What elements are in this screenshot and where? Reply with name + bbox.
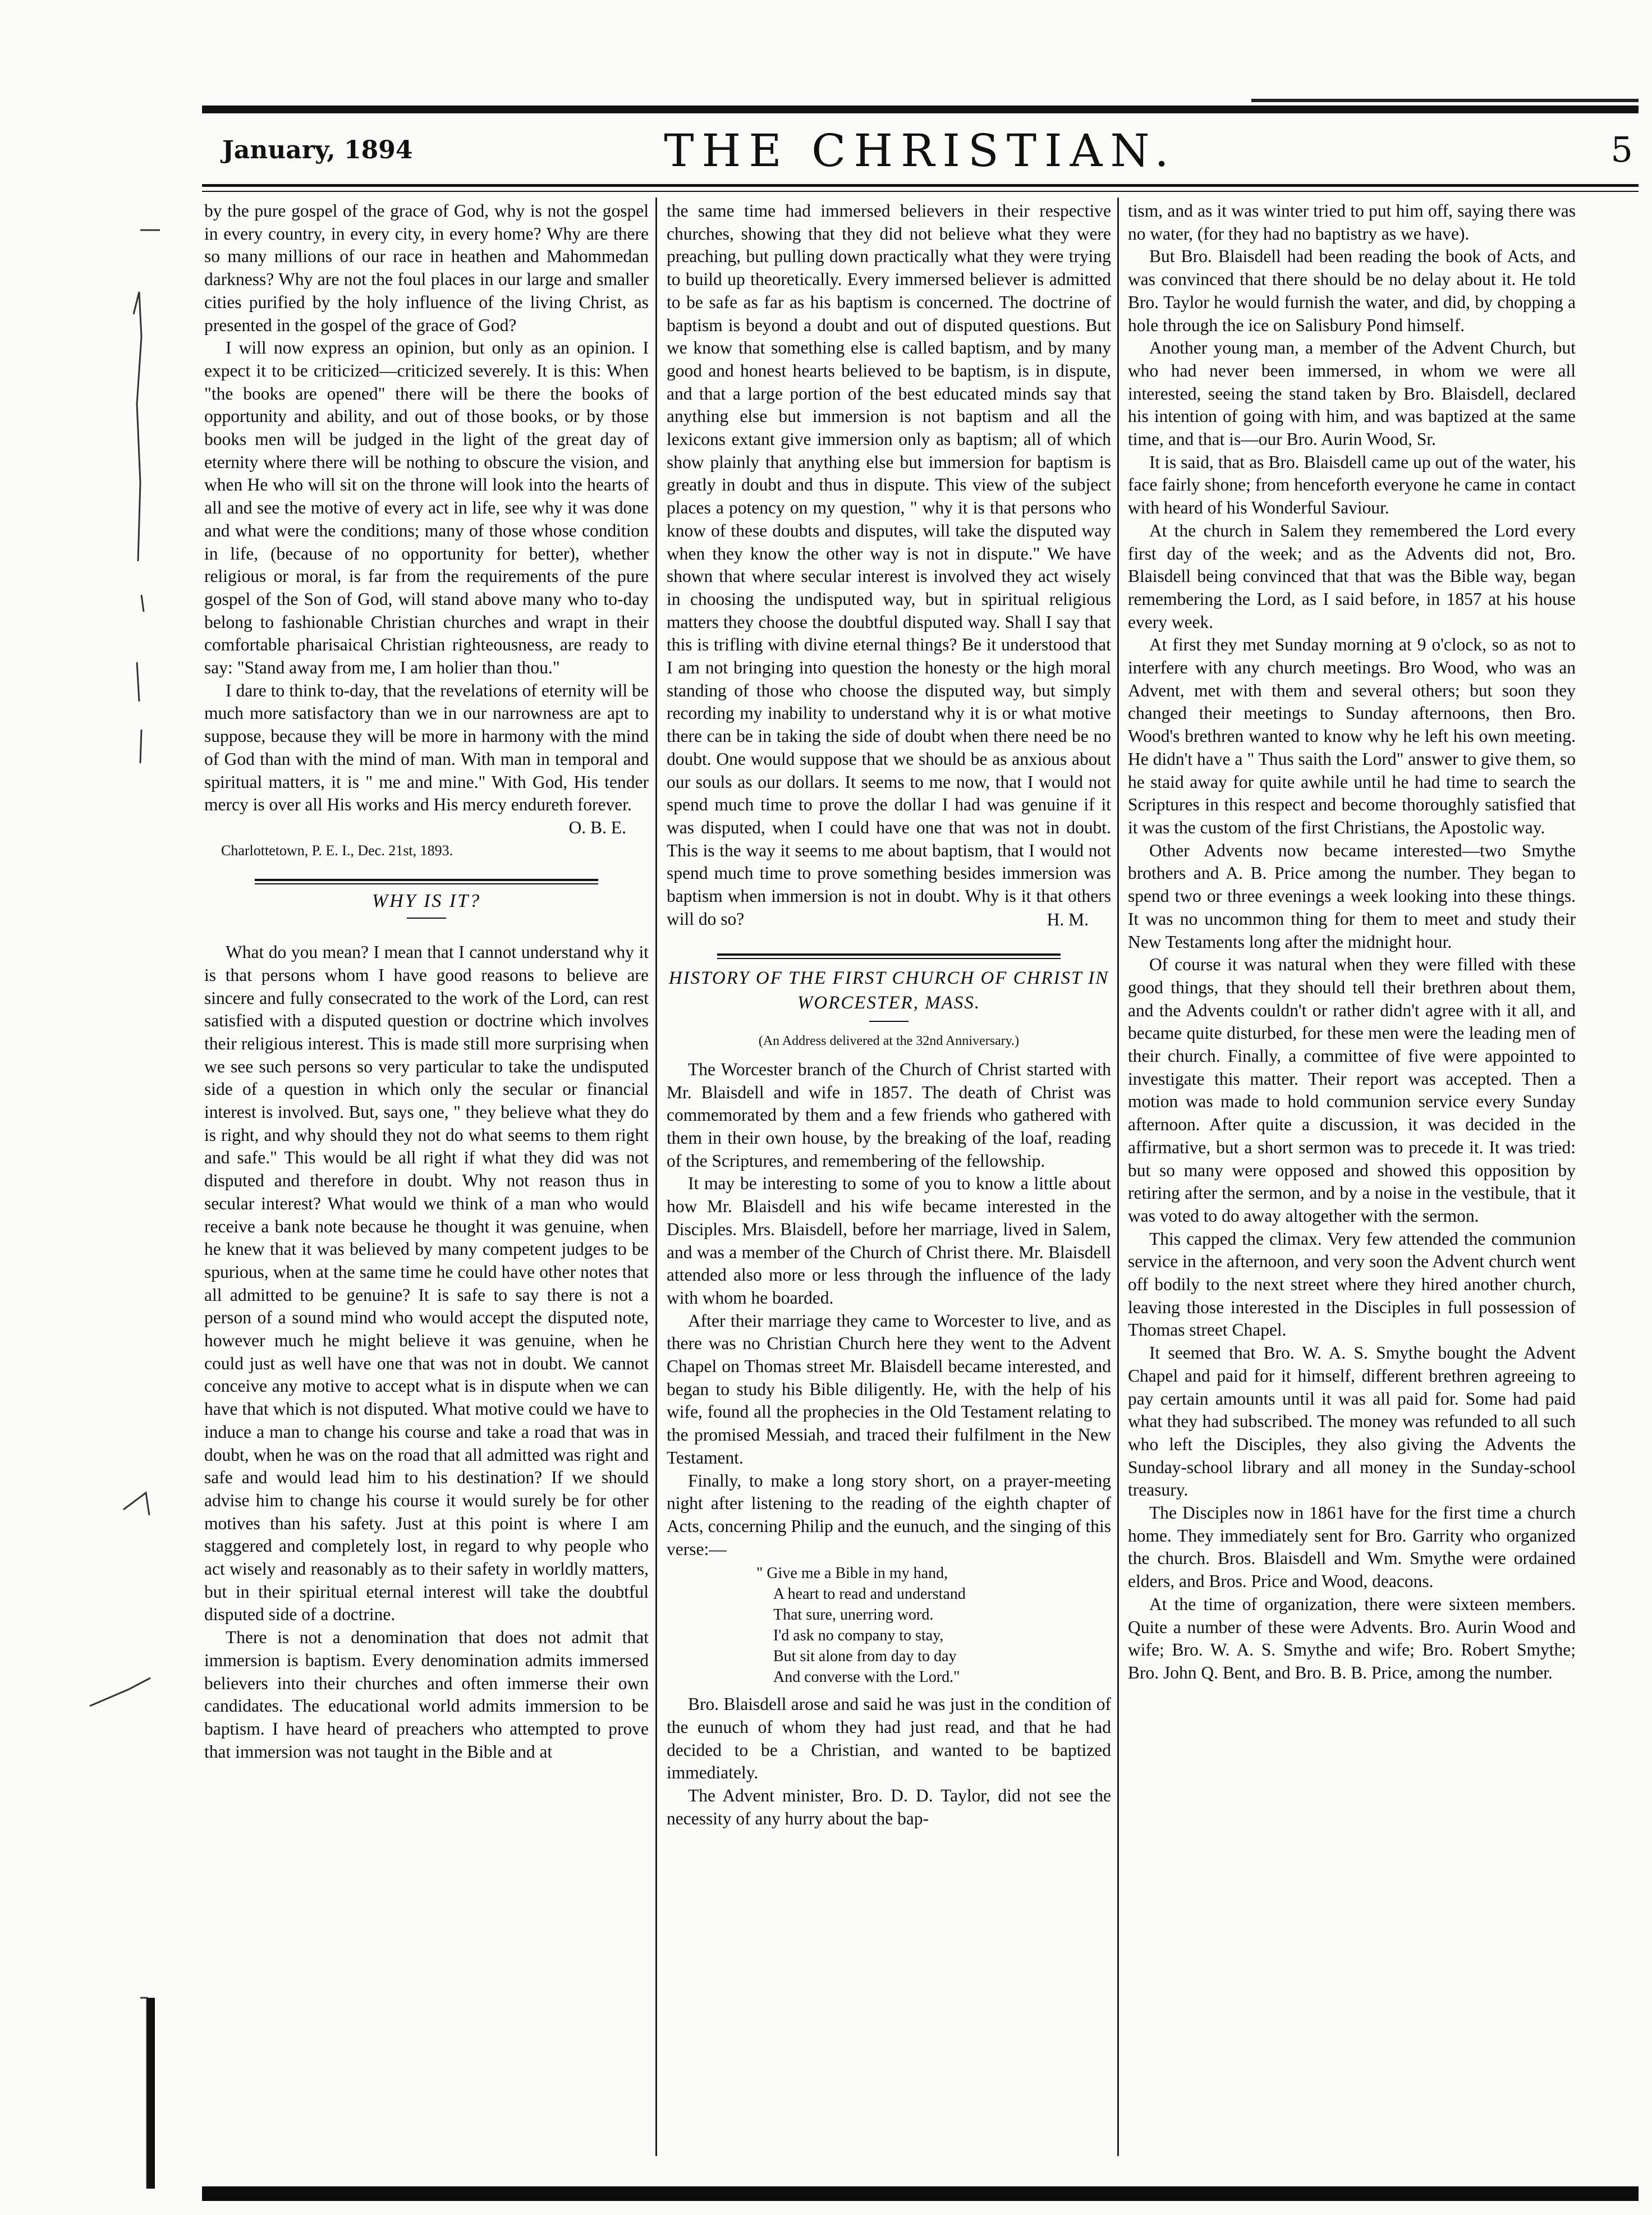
paragraph: tism, and as it was winter tried to put him off, saying there was no water, (for they had no baptistry as we have). [1128, 201, 1576, 244]
paragraph: the same time had immersed believers in their respective churches, showing that they did not believe what they were preaching, but pulling down practically what they were trying to build up theoretically. Every immersed believer is admitted to be safe as far as his baptism is concerned. The doctrine of baptism is beyond a doubt and out of disputed questions. But we know that something else is called baptism, and by many good and honest hearts believed to be baptism, is in dispute, and that a large portion of the best educated minds say that anything else but immersion is not baptism and all the lexicons extant give immersion only as baptism; all of which show plainly that anything else but immersion for baptism is greatly in doubt and thus in dispute. This view of the subject places a potency on my question, " why it is that persons who know of these doubts and disputes, will take the disputed way when they know the other way is not in dispute." We have shown that where secular interest is involved they act wisely in choosing the undisputed way, but in spiritual religious matters they choose the doubtful disputed way. Shall I say that this is trifling with divine eternal things? Be it understood that I am not bringing into question the honesty or the high moral standing of those who choose the disputed way, but simply recording my inability to understand why it is or what motive there can be in taking the side of doubt when there need be no doubt. One would suppose that we should be as anxious about our souls as our dollars. It seems to me now, that I would not spend much time to prove the dollar I had was genuine if it was disputed, when I could have one that was not in doubt. This is the way it seems to me about baptism, that I would not spend much time to prove something besides immersion was baptism when immersion is not in doubt. Why is it that others will do so? [667, 201, 1111, 929]
top-border [202, 106, 1639, 113]
paragraph: At first they met Sunday morning at 9 o'clock, so as not to interfere with any church meetings. Bro Wood, who was an Advent, met with them and several others; but soon they changed their meetings to Sunday afternoons, then Bro. Wood's brethren wanted to know why he left his own meeting. He didn't have a " Thus saith the Lord" answer to give them, so he staid away for quite awhile until he had time to search the Scriptures in this respect and become thoroughly satisfied that it was the custom of the first Christians, the Apostolic way. [1128, 635, 1576, 837]
paragraph: This capped the climax. Very few attended the communion service in the afternoon, and very soon the Advent church went off bodily to the next street where they hired another church, leaving those interested in the Disciples in full possession of Thomas street Chapel. [1128, 1228, 1576, 1340]
section-rule-thin [717, 958, 1061, 959]
column-3 [1128, 200, 1576, 1685]
paragraph: Other Advents now became interested—two Smythe brothers and A. B. Price among the number. They began to spend two or three evenings a week looking into these things. It was no uncommon thing for them to meet and study their New Testaments long after the midnight hour. [1128, 840, 1576, 952]
section-rule [255, 879, 598, 881]
dateline: Charlottetown, P. E. I., Dec. 21st, 1893. [221, 842, 453, 859]
verse-line: That sure, unerring word. [773, 1606, 934, 1624]
article-subnote: (An Address delivered at the 32nd Anniversary.) [758, 1034, 1020, 1049]
verse-line: And converse with the Lord." [773, 1668, 960, 1686]
paragraph: It seemed that Bro. W. A. S. Smythe bought the Advent Chapel and paid for it himself, different brethren agreeing to pay certain amounts until it was all paid for. Some had paid what they had subscribed. The money was refunded to all such who left the Disciples, they also giving the Advents the Sunday-school library and all money in the Sunday-school treasury. [1128, 1343, 1576, 1500]
column-divider-1 [655, 198, 657, 2156]
paragraph: It is said, that as Bro. Blaisdell came up out of the water, his face fairly shone; from henceforth everyone he came in contact with heard of his Wonderful Saviour. [1128, 452, 1576, 518]
paragraph: The Advent minister, Bro. D. D. Taylor, did not see the necessity of any hurry about the bap- [667, 1786, 1111, 1828]
article-heading: HISTORY OF THE FIRST CHURCH OF CHRIST IN WORCESTER, MASS. [668, 968, 1109, 1014]
issue-date: January, 1894 [222, 136, 413, 164]
verse-line: But sit alone from day to day [773, 1648, 957, 1666]
paragraph: I will now express an opinion, but only as an opinion. I expect it to be criticized—criticized severely. It is this: When "the books are opened" there will be there the books of opportunity and ability, and out of those books, or by those books men will be judged in the light of the great day of eternity where there will be nothing to obscure the vision, and when He who will sit on the throne will look into the hearts of all and see the motive of every act in life, see why it was done and what were the conditions; many of those whose condition in life, (because of no opportunity for better), whether religious or moral, is far from the requirements of the pure gospel of the Son of God, will stand above many who to-day belong to fashionable Christian churches and wrapt in their comfortable pharisaical Christian righteousness, are ready to say: "Stand away from me, I am holier than thou." [204, 338, 649, 678]
verse-line: A heart to read and understand [773, 1585, 966, 1603]
paragraph: The Disciples now in 1861 have for the first time a church home. They immediately sent for Bro. Garrity who organized the church. Bros. Blaisdell and Wm. Smythe were ordained elders, and Bros. Price and Wood, deacons. [1128, 1503, 1576, 1592]
verse-line: " Give me a Bible in my hand, [756, 1565, 948, 1583]
paragraph: Finally, to make a long story short, on a prayer-meeting night after listening to the reading of the eighth chapter of Acts, concerning Philip and the eunuch, and the singing of this verse:— [667, 1470, 1111, 1559]
top-border-accent [1251, 99, 1639, 102]
column-2 [667, 200, 1111, 1831]
header-rule-thin [202, 191, 1639, 192]
page-header [202, 125, 1639, 181]
paragraph: by the pure gospel of the grace of God, why is not the gospel in every country, in every city, in every home? Why are there so many millions of our race in heathen and Mahommedan darkness? Why are not the foul places in our large and smaller cities purified by the holy influence of the living Christ, as presented in the gospel of the grace of God? [204, 201, 649, 335]
section-rule [717, 953, 1061, 956]
paragraph: Bro. Blaisdell arose and said he was just in the condition of the eunuch of whom they had just read, and that he had decided to be a Christian, and wanted to be baptized immediately. [667, 1694, 1111, 1783]
masthead-title: THE CHRISTIAN. [664, 125, 1177, 177]
hymn-verse [667, 1563, 1111, 1687]
page-number: 5 [1610, 129, 1633, 170]
paragraph: Of course it was natural when they were filled with these good things, that they should tell their brethren about them, and the Advents couldn't or rather didn't agree with it all, and became quite disturbed, for these men were the leading men of their church. Finally, a committee of five were appointed to investigate this matter. Their report was accepted. Then a motion was made to hold communion service every Sunday afternoon. After quite a discussion, it was decided in the affirmative, but a short sermon was to precede it. It was tried: but so many were opposed and showed this opposition by retiring after the sermon, and by a noise in the vestibule, that it was voted to do away altogether with the sermon. [1128, 955, 1576, 1226]
column-1 [204, 200, 649, 1763]
margin-scan-marks [0, 0, 168, 2213]
verse-line: I'd ask no company to stay, [773, 1627, 944, 1645]
paragraph: It may be interesting to some of you to know a little about how Mr. Blaisdell and his wife became interested in the Disciples. Mrs. Blaisdell, before her marriage, lived in Salem, and was a member of the Church of Christ there. Mr. Blaisdell attended also more or less through the influence of the lady with whom he boarded. [667, 1173, 1111, 1308]
paragraph: There is not a denomination that does not admit that immersion is baptism. Every denomination admits immersed believers into their churches and often immerse their own candidates. The educational world admits immersion to be baptism. I have heard of preachers who attempted to prove that immersion was not taught in the Bible and at [204, 1627, 649, 1762]
author-signature: H. M. [1047, 909, 1089, 929]
paragraph: At the church in Salem they remembered the Lord every first day of the week; and as the Advents did not, Bro. Blaisdell being convinced that that was the Bible way, began remembering the Lord, as I said before, in 1857 at his house every week. [1128, 520, 1576, 632]
paragraph: I dare to think to-day, that the revelations of eternity will be much more satisfactory than we in our narrowness are apt to suppose, because they will be more in harmony with the mind of God than with the mind of man. With man in temporal and spiritual matters, it is " me and mine." With God, His tender mercy is over all His works and His mercy endureth forever. [204, 680, 649, 815]
heading-rule [407, 918, 446, 919]
author-signature: O. B. E. [568, 817, 626, 837]
header-rule-thick [202, 184, 1639, 187]
paragraph: Another young man, a member of the Advent Church, but who had never been immersed, in whom we were all interested, seeing the stand taken by Bro. Blaisdell, declared his intention of going with him, and was baptized at the same time, and that is—our Bro. Aurin Wood, Sr. [1128, 338, 1576, 450]
section-rule-thin [255, 883, 598, 884]
heading-rule [869, 1021, 908, 1022]
paragraph: The Worcester branch of the Church of Christ started with Mr. Blaisdell and wife in 1857. The death of Christ was commemorated by them and a few friends who gathered with them in their own house, by the breaking of the loaf, reading of the Scriptures, and remembering of the fellowship. [667, 1059, 1111, 1171]
column-divider-2 [1117, 198, 1119, 2156]
article-heading: WHY IS IT? [371, 891, 481, 912]
paragraph: After their marriage they came to Worcester to live, and as there was no Christian Church here they went to the Advent Chapel on Thomas street Mr. Blaisdell became interested, and began to study his Bible diligently. He, with the help of his wife, found all the prophecies in the Old Testament relating to the promised Messiah, and traced their fulfilment in the New Testament. [667, 1310, 1111, 1468]
page-margin-marks [0, 0, 168, 2213]
paragraph: What do you mean? I mean that I cannot understand why it is that persons whom I have good reasons to believe are sincere and fully consecrated to the work of the Lord, can rest satisfied with a disputed question or doctrine which involves their religious interest. This is made still more surprising when we see such persons so very particular to take the undisputed side of a question in which only the secular or financial interest is involved. But, says one, " they believe what they do is right, and why should they not do what seems to them right and safe." This would be all right if what they did was not disputed and therefore in doubt. Why not reason thus in secular interest? What would we think of a man who would receive a bank note because he thought it was genuine, when he knew that it was believed by many competent judges to be spurious, when at the same time he could have other notes that all admitted to be genuine? It is safe to say there is not a person of a sound mind who would accept the disputed note, however much he might believe it was genuine, when he could just as well have one that was not in doubt. We cannot conceive any motive to accept what is in dispute when we can have that which is not disputed. What motive could we have to induce a man to change his course and take a road that was in doubt, when he was on the road that all admitted was right and safe and would lead him to his destination? If we should advise him to change his course it would surely be for other motives than his safety. Just at this point is where I am staggered and completely lost, in regard to why people who act wisely and reasonably as to their safety in worldly matters, but in their spiritual eternal interest will take the doubtful disputed side of a doctrine. [204, 942, 649, 1625]
paragraph: At the time of organization, there were sixteen members. Quite a number of these were Advents. Bro. Aurin Wood and wife; Bro. W. A. S. Smythe and wife; Bro. Robert Smythe; Bro. John Q. Bent, and Bro. B. B. Price, among the number. [1128, 1594, 1576, 1682]
paragraph: But Bro. Blaisdell had been reading the book of Acts, and was convinced that there should be no delay about it. He told Bro. Taylor he would furnish the water, and did, by chopping a hole through the ice on Salisbury Pond himself. [1128, 246, 1576, 335]
bottom-border [202, 2186, 1639, 2201]
